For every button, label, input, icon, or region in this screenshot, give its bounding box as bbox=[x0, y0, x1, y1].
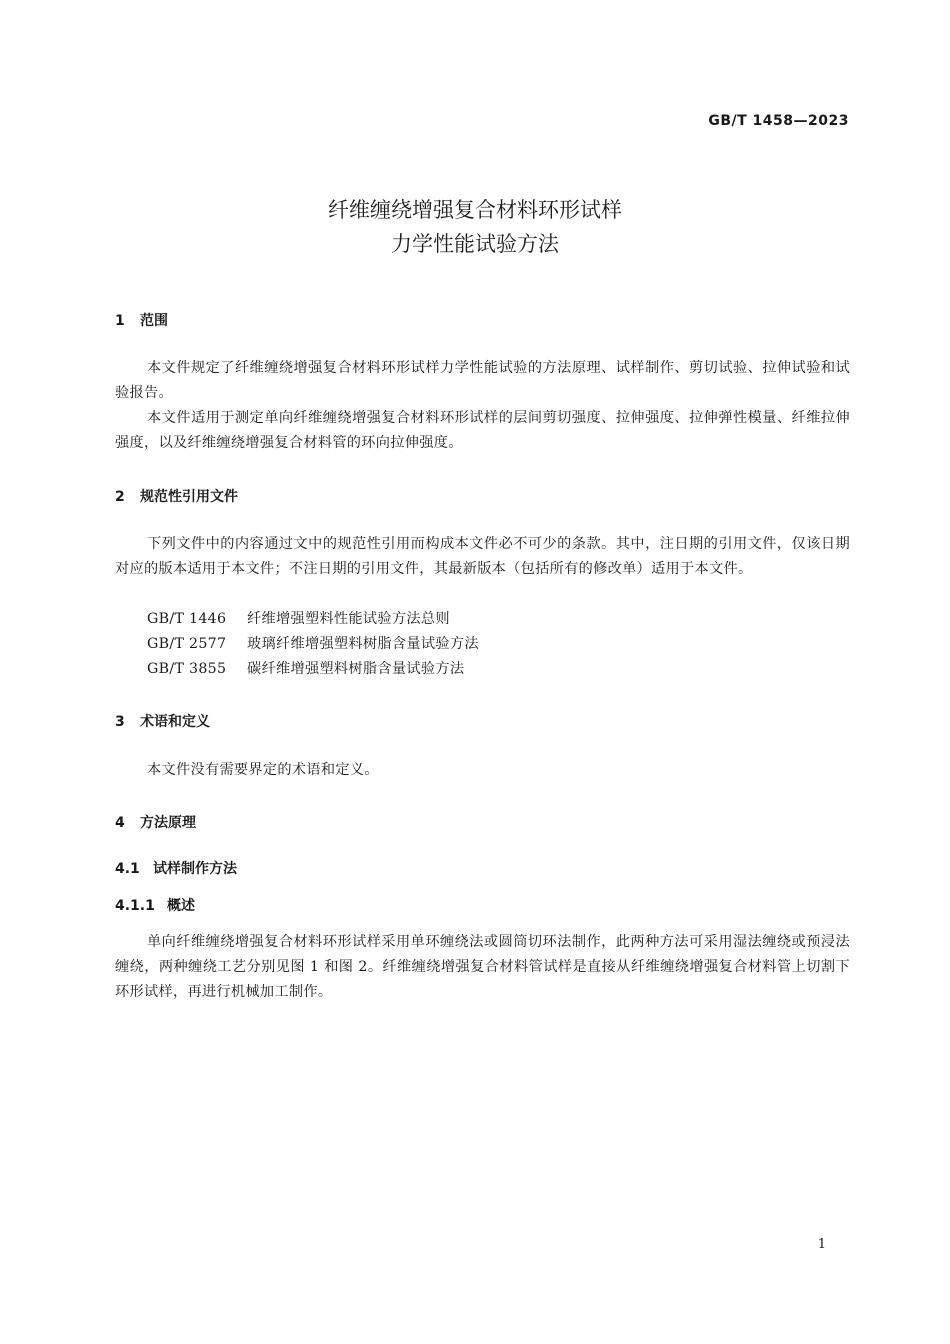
title-line-1: 纤维缠绕增强复合材料环形试样 bbox=[328, 198, 622, 222]
section-3-heading bbox=[115, 711, 210, 731]
reference-code: GB/T 1446 bbox=[147, 611, 227, 627]
page-number: 1 bbox=[817, 1237, 826, 1252]
reference-title: 纤维增强塑料性能试验方法总则 bbox=[247, 611, 450, 627]
section-4-1-1-heading bbox=[115, 895, 195, 915]
reference-item bbox=[147, 607, 450, 632]
section-title: 试样制作方法 bbox=[153, 861, 237, 877]
section-number: 1 bbox=[115, 313, 125, 329]
section-title: 方法原理 bbox=[140, 815, 196, 831]
section-title: 概述 bbox=[167, 898, 195, 914]
section-number: 4.1.1 bbox=[115, 898, 155, 914]
section-2-paragraph-1: 下列文件中的内容通过文中的规范性引用而构成本文件必不可少的条款。其中，注日期的引用文件，仅该日期对应的版本适用于本文件；不注日期的引用文件，其最新版本（包括所有的修改单）适用于本文件。 bbox=[115, 536, 850, 577]
reference-title: 碳纤维增强塑料树脂含量试验方法 bbox=[247, 661, 465, 677]
section-number: 4.1 bbox=[115, 861, 140, 877]
section-1-heading bbox=[115, 310, 168, 330]
title-line-2: 力学性能试验方法 bbox=[391, 232, 559, 256]
reference-title: 玻璃纤维增强塑料树脂含量试验方法 bbox=[247, 636, 479, 652]
section-number: 3 bbox=[115, 714, 125, 730]
section-number: 2 bbox=[115, 489, 125, 505]
section-title: 规范性引用文件 bbox=[140, 489, 238, 505]
section-3-paragraph-1: 本文件没有需要界定的术语和定义。 bbox=[147, 762, 379, 778]
reference-code: GB/T 2577 bbox=[147, 636, 227, 652]
section-4-1-1-paragraph-1: 单向纤维缠绕增强复合材料环形试样采用单环缠绕法或圆筒切环法制作，此两种方法可采用湿法缠绕或预浸法缠绕，两种缠绕工艺分别见图 1 和图 2。纤维缠绕增强复合材料管试样是直接从纤维缠绕增强复合材料管上切割下环形试样，再进行机械加工制作。 bbox=[115, 934, 850, 1000]
reference-code: GB/T 3855 bbox=[147, 661, 227, 677]
section-title: 术语和定义 bbox=[140, 714, 210, 730]
standard-code: GB/T 1458—2023 bbox=[708, 113, 849, 129]
section-number: 4 bbox=[115, 815, 125, 831]
section-1-paragraph-1: 本文件规定了纤维缠绕增强复合材料环形试样力学性能试验的方法原理、试样制作、剪切试验、拉伸试验和试验报告。 bbox=[115, 360, 850, 401]
section-4-1-heading bbox=[115, 858, 237, 878]
section-title: 范围 bbox=[140, 313, 168, 329]
document-title bbox=[0, 193, 950, 261]
section-4-heading bbox=[115, 812, 196, 832]
reference-item bbox=[147, 632, 479, 657]
reference-item bbox=[147, 657, 464, 682]
section-1-paragraph-2: 本文件适用于测定单向纤维缠绕增强复合材料环形试样的层间剪切强度、拉伸强度、拉伸弹性模量、纤维拉伸强度，以及纤维缠绕增强复合材料管的环向拉伸强度。 bbox=[115, 410, 850, 451]
section-2-heading bbox=[115, 486, 238, 506]
